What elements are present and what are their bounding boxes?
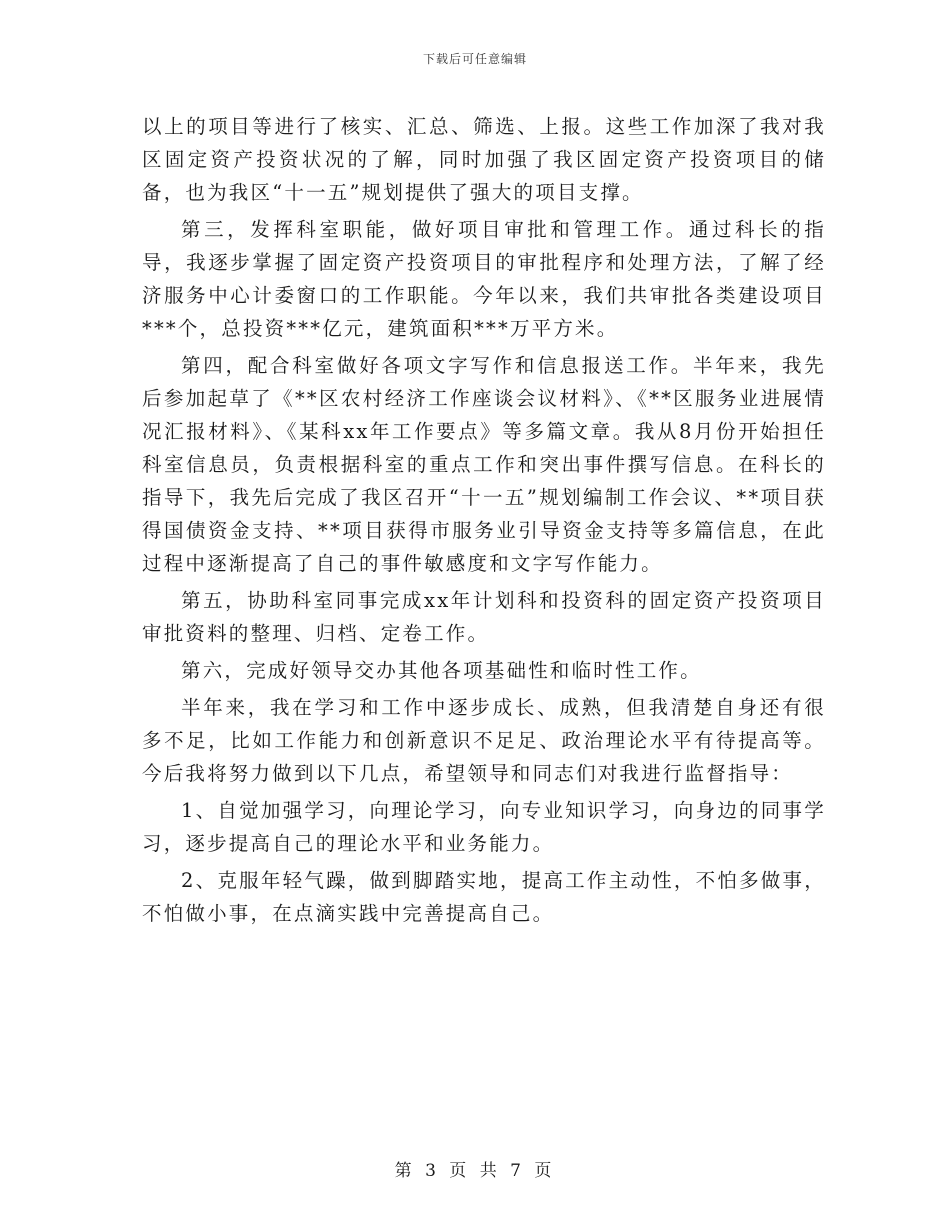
paragraph-summary: 半年来，我在学习和工作中逐步成长、成熟，但我清楚自身还有很多不足，比如工作能力和创新意识不足足、政治理论水平有待提高等。今后我将努力做到以下几点，希望领导和同志们对我进行监督指导：: [142, 696, 826, 785]
paragraph-fifth: 第五，协助科室同事完成xx年计划科和投资科的固定资产投资项目审批资料的整理、归档、定卷工作。: [142, 589, 826, 645]
document-body: [142, 110, 826, 934]
paragraph-item-2: 2、克服年轻气躁，做到脚踏实地，提高工作主动性，不怕多做事，不怕做小事，在点滴实践中完善提高自己。: [142, 869, 826, 925]
page-header: 下载后可任意编辑: [422, 52, 527, 66]
paragraph-sixth: 第六，完成好领导交办其他各项基础性和临时性工作。: [181, 659, 702, 682]
page-number-footer: 第 3 页 共 7 页: [394, 1161, 556, 1181]
paragraph-fourth: 第四，配合科室做好各项文字写作和信息报送工作。半年来，我先后参加起草了《**区农村经济工作座谈会议材料》、《**区服务业进展情况汇报材料》、《某科xx年工作要点》等多篇文章。我从8月份开始担任科室信息员，负责根据科室的重点工作和突出事件撰写信息。在科长的指导下，我先后完成了我区召开“十一五”规划编制工作会议、**项目获得国债资金支持、**项目获得市服务业引导资金支持等多篇信息，在此过程中逐渐提高了自己的事件敏感度和文字写作能力。: [142, 354, 826, 575]
paragraph-third: 第三，发挥科室职能，做好项目审批和管理工作。通过科长的指导，我逐步掌握了固定资产投资项目的审批程序和处理方法，了解了经济服务中心计委窗口的工作职能。今年以来，我们共审批各类建设项目***个，总投资***亿元，建筑面积***万平方米。: [142, 218, 826, 340]
paragraph-item-1: 1、自觉加强学习，向理论学习，向专业知识学习，向身边的同事学习，逐步提高自己的理论水平和业务能力。: [142, 799, 826, 855]
paragraph-continuation: 以上的项目等进行了核实、汇总、筛选、上报。这些工作加深了我对我区固定资产投资状况的了解，同时加强了我区固定资产投资项目的储备，也为我区“十一五”规划提供了强大的项目支撑。: [142, 115, 826, 204]
